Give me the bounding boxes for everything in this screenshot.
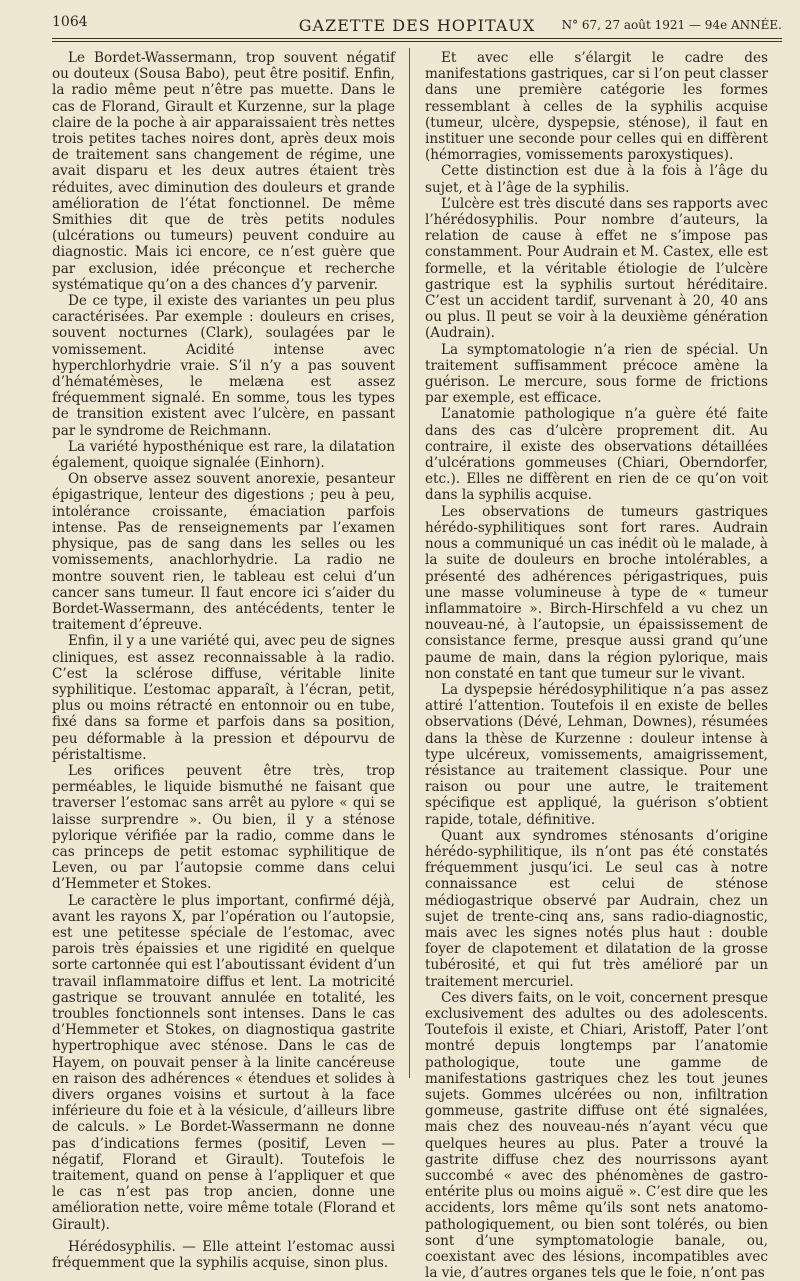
page-header	[52, 14, 782, 36]
paragraph: L’ulcère est très discuté dans ses rapports avec l’hérédosyphilis. Pour nombre d’auteurs, la relation de cause à effet ne s’impose pas constamment. Pour Audrain et M. Castex, elle est formelle, et la véritable étiologie de l’ulcère gastrique est la syphilis surtout héréditaire. C’est un accident tardif, survenant à 20, 40 ans ou plus. Il peut se voir à la deuxième génération (Audrain).	[425, 195, 768, 342]
journal-title: GAZETTE DES HOPITAUX	[298, 16, 536, 35]
paragraph: L’anatomie pathologique n’a guère été faite dans des cas d’ulcère proprement dit. Au contraire, il existe des observations détaillées d’ulcérations gommeuses (Chiari, Oberndorfer, etc.). Elles ne diffèrent en rien de ce qu’on voit dans la syphilis acquise.	[425, 406, 768, 504]
right-column	[425, 50, 768, 1281]
paragraph: Cette distinction est due à la fois à l’âge du sujet, et à l’âge de la syphilis.	[425, 163, 768, 196]
paragraph: Le Bordet-Wassermann, trop souvent négatif ou douteux (Sousa Babo), peut être positif. Enfin, la radio même peut n’être pas muette. Dans le cas de Florand, Girault et Kurzenne, sur la plage claire de la poche à air apparaissaient très nettes trois petites taches noires dont, après deux mois de traitement sans changement de régime, une avait disparu et les deux autres étaient très réduites, avec diminution des douleurs et grande amélioration de l’état fonctionnel. De même Smithies dit que de très petits nodules (ulcérations ou tumeurs) peuvent conduire au diagnostic. Mais ici encore, ce n’est guère que par exclusion, idée préconçue et recherche systématique qu’on a des chances d’y parvenir.	[52, 50, 395, 293]
paragraph: Le caractère le plus important, confirmé déjà, avant les rayons X, par l’opération ou l’autopsie, est une petitesse spéciale de l’estomac, avec parois très épaissies et une rigidité en quelque sorte cartonnée qui est l’aboutissant évident d’un travail inflammatoire diffus et lent. La motricité gastrique se trouvant annulée en totalité, les troubles fonctionnels sont intenses. Dans le cas d’Hemmeter et Stokes, on diagnostiqua gastrite hypertrophique avec sténose. Dans le cas de Hayem, on pouvait penser à la linite cancéreuse en raison des adhérences « étendues et solides à divers organes voisins et surtout à la face inférieure du foie et à la vésicule, d’ailleurs libre de calculs. » Le Bordet-Wassermann ne donne pas d’indications fermes (positif, Leven — négatif, Florand et Girault). Toutefois le traitement, quand on pense à l’appliquer et que le cas n’est pas trop ancien, donne une amélioration nette, voire même totale (Florand et Girault).	[52, 892, 395, 1233]
paragraph: De ce type, il existe des variantes un peu plus caractérisées. Par exemple : douleurs en crises, souvent nocturnes (Clark), soulagées par le vomissement. Acidité intense avec hyperchlorhydrie vraie. S’il n’y a pas souvent d’hématémèses, le melæna est assez fréquemment signalé. En somme, tous les types de transition existent avec l’ulcère, en passant par le syndrome de Reichmann.	[52, 293, 395, 439]
paragraph: Et avec elle s’élargit le cadre des manifestations gastriques, car si l’on peut classer dans une première catégorie les formes ressemblant à celles de la syphilis acquise (tumeur, ulcère, dyspepsie, sténose), il faut en instituer une seconde pour celles qui en diffèrent (hémorragies, vomissements paroxystiques).	[425, 50, 768, 164]
paragraph: On observe assez souvent anorexie, pesanteur épigastrique, lenteur des digestions ; peu à peu, intolérance croissante, émaciation parfois intense. Pas de renseignements par l’examen physique, pas de sang dans les selles ou les vomissements, anachlorhydrie. La radio ne montre souvent rien, le tableau est celui d’un cancer sans tumeur. Il faut encore ici s’aider du Bordet-Wassermann, des antécédents, tenter le traitement d’épreuve.	[52, 471, 395, 634]
paragraph: Ces divers faits, on le voit, concernent presque exclusivement des adultes ou des adolescents. Toutefois il existe, et Chiari, Aristoff, Pater l’ont montré depuis longtemps par l’anatomie pathologique, toute une gamme de manifestations gastriques chez les tout jeunes sujets. Gommes ulcérées ou non, infiltration gommeuse, gastrite diffuse ont été signalées, mais chez des nouveau-nés n’ayant vécu que quelques heures au plus. Pater a trouvé la gastrite diffuse chez des nourrissons ayant succombé « avec des phénomènes de gastro-entérite plus ou moins aiguë ». C’est dire que les accidents, lors même qu’ils sont nets anatomo-pathologiquement, ou bien sont tolérés, ou bien sont d’une symptomatologie banale, ou, coexistant avec des lésions, incompatibles avec la vie, d’autres organes tels que le foie, n’ont pas	[425, 989, 768, 1281]
section-heading-paragraph: Hérédosyphilis. — Elle atteint l’estomac aussi fréquemment que la syphilis acquise, sinon plus.	[52, 1238, 395, 1272]
column-divider	[409, 48, 410, 1078]
paragraph: Les orifices peuvent être très, trop perméables, le liquide bismuthé ne faisant que traverser l’estomac sans arrêt au pylore « qui se laisse surprendre ». Ou bien, il y a sténose pylorique vérifiée par la radio, comme dans le cas princeps de petit estomac syphilitique de Leven, ou par l’autopsie comme dans celui d’Hemmeter et Stokes.	[52, 762, 395, 893]
paragraph: La symptomatologie n’a rien de spécial. Un traitement suffisamment précoce amène la guérison. Le mercure, sous forme de frictions par exemple, est efficace.	[425, 341, 768, 407]
issue-info: N° 67, 27 août 1921 — 94e ANNÉE.	[561, 18, 782, 32]
paragraph: Les observations de tumeurs gastriques hérédo-syphilitiques sont fort rares. Audrain nous a communiqué un cas inédit où le malade, à la suite de douleurs en broche intolérables, a présenté des adhérences périgastriques, puis une masse volumineuse à type de « tumeur inflammatoire ». Birch-Hirschfeld a vu chez un nouveau-né, à l’autopsie, un épaississement de consistance ferme, presque aussi grand qu’une paume de main, dans la région pylorique, mais non constaté en tant que tumeur sur le vivant.	[425, 503, 768, 682]
page-number: 1064	[52, 14, 88, 30]
header-rule-double	[52, 41, 782, 42]
paragraph: Quant aux syndromes sténosants d’origine hérédo-syphilitique, ils n’ont pas été constatés fréquemment jusqu’ici. Le seul cas à notre connaissance est celui de sténose médiogastrique observé par Audrain, chez un sujet de trente-cinq ans, sans radio-diagnostic, mais avec les signes notés plus haut : double foyer de clapotement et dilatation de la grosse tubérosité, et qui fut très amélioré par un traitement mercuriel.	[425, 827, 768, 990]
paragraph: La variété hyposthénique est rare, la dilatation également, quoique signalée (Einhorn).	[52, 438, 395, 472]
header-rule	[52, 38, 782, 39]
paragraph: La dyspepsie hérédosyphilitique n’a pas assez attiré l’attention. Toutefois il en existe de belles observations (Dévé, Lehman, Downes), résumées dans la thèse de Kurzenne : douleur intense à type ulcéreux, vomissements, amaigrissement, résistance au traitement classique. Pour une raison ou pour une autre, le traitement spécifique est appliqué, la guérison s’obtient rapide, totale, définitive.	[425, 681, 768, 828]
paragraph: Enfin, il y a une variété qui, avec peu de signes cliniques, est assez reconnaissable à la radio. C’est la sclérose diffuse, véritable linite syphilitique. L’estomac apparaît, à l’écran, petit, plus ou moins rétracté en entonnoir ou en tube, fixé dans sa forme et parfois dans sa position, peu déformable à la pression et dépourvu de péristaltisme.	[52, 633, 395, 763]
left-column	[52, 50, 395, 1271]
